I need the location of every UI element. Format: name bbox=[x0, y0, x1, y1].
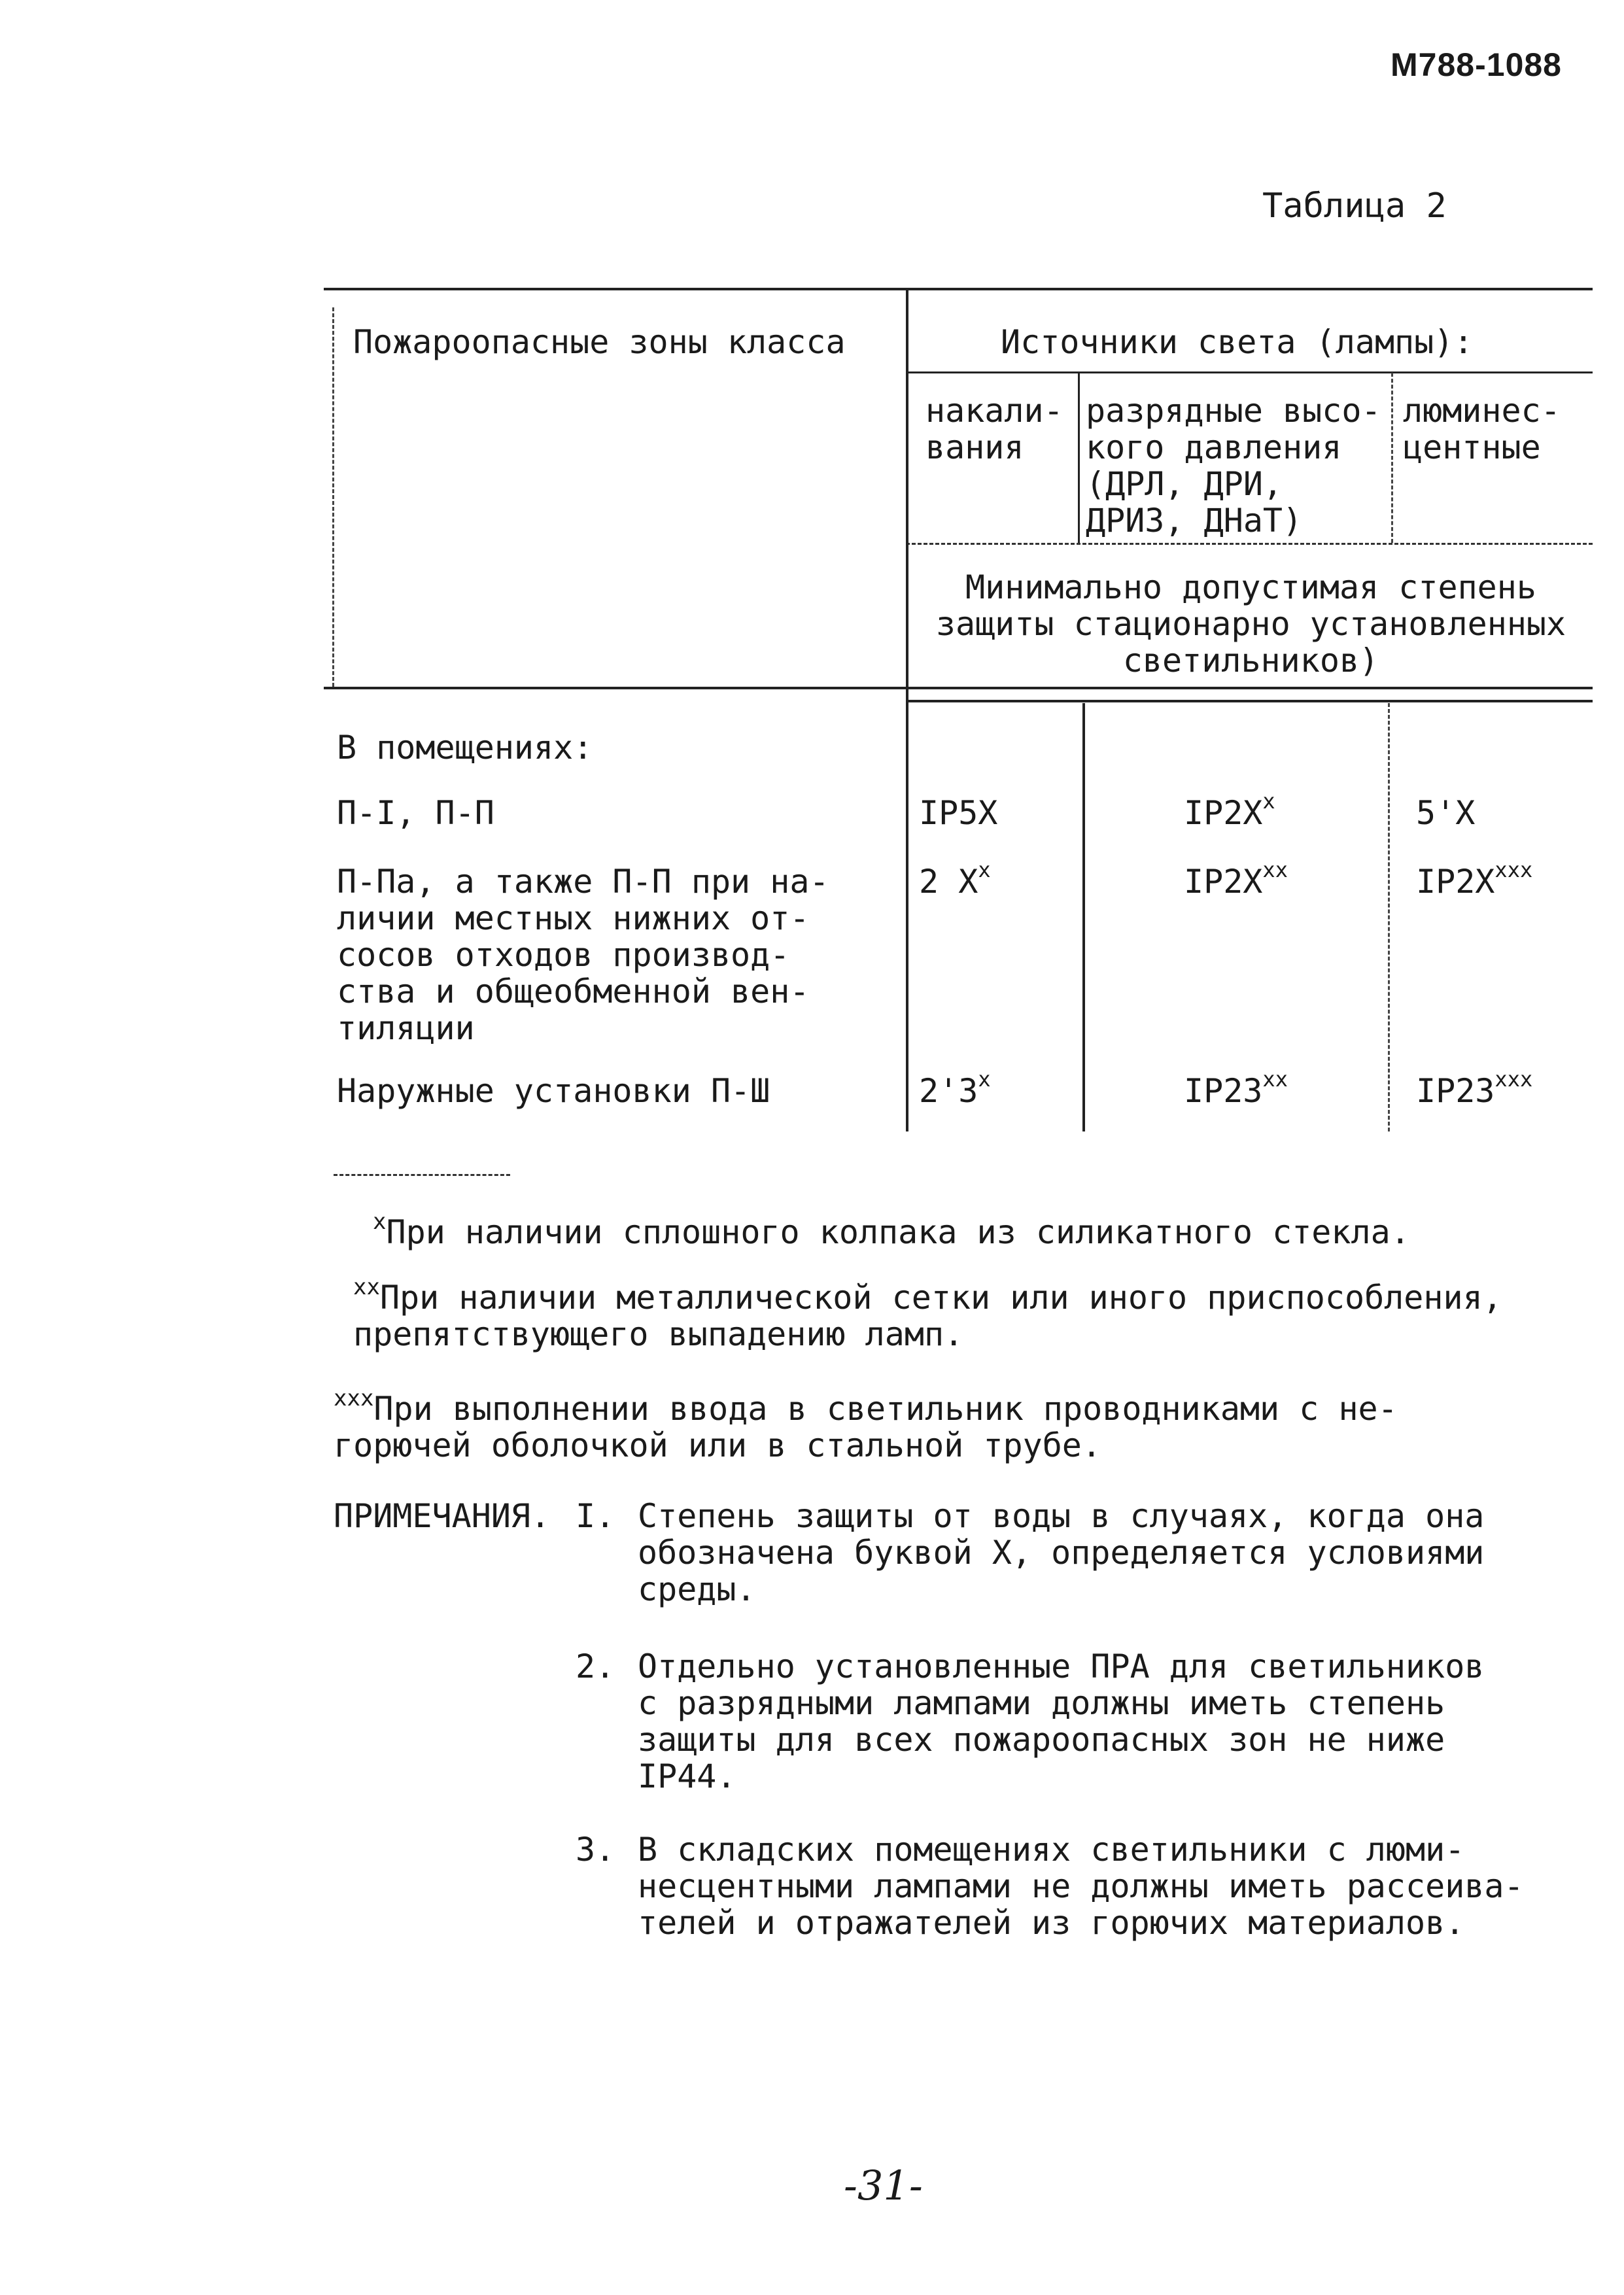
note-text: Отдельно установленные ПРА для светильников с разрядными лампами должны иметь степень защиты для всех пожароопасных зон не ниже IP44. bbox=[638, 1648, 1485, 1795]
row-incandescent-value: 2 $X^x$ bbox=[919, 857, 991, 901]
discharge-body-divider bbox=[1388, 703, 1390, 1131]
incandescent-body-divider bbox=[1082, 703, 1085, 1131]
zone-column-divider bbox=[906, 288, 908, 1131]
row-fluorescent-value: 5'X bbox=[1416, 794, 1476, 832]
note-number: I. bbox=[576, 1497, 615, 1535]
discharge-header: разрядные высо- кого давления (ДРЛ, ДРИ, ДРИЗ, ДНаТ) bbox=[1086, 392, 1381, 540]
notes-label: ПРИМЕЧАНИЯ. bbox=[334, 1497, 551, 1535]
sources-subheader-rule bbox=[906, 371, 1593, 373]
discharge-column-divider bbox=[1391, 373, 1393, 543]
note-number: 3. bbox=[576, 1831, 615, 1869]
footnote: $^{xxx}$При выполнении ввода в светильник проводниками с не- горючей оболочкой или в стальной трубе. bbox=[334, 1385, 1398, 1464]
header-bottom-rule bbox=[324, 687, 1593, 689]
incandescent-column-divider bbox=[1078, 373, 1080, 543]
footnote: $^x$При наличии сплошного колпака из силикатного стекла. bbox=[373, 1209, 1410, 1251]
row-zone: Наружные установки П-Ш bbox=[337, 1072, 770, 1110]
row-fluorescent-value: IP23$^{xxx}$ bbox=[1416, 1067, 1533, 1110]
document-code: М788-1088 bbox=[1391, 46, 1562, 83]
incandescent-header: накали- вания bbox=[925, 392, 1063, 466]
table-top-rule bbox=[324, 288, 1593, 290]
row-zone: П-I, П-П bbox=[337, 794, 494, 832]
row-zone: П-Па, а также П-П при на- личии местных нижних от- сосов отходов производ- ства и общеобменной вен- тиляции bbox=[337, 863, 829, 1047]
subheader-bottom-rule bbox=[906, 543, 1593, 545]
row-fluorescent-value: $IP2X^{xxx}$ bbox=[1416, 857, 1533, 901]
zone-column-header: Пожароопасные зоны класса bbox=[353, 323, 846, 361]
section-label: В помещениях: bbox=[337, 729, 593, 767]
table-left-edge bbox=[332, 307, 334, 687]
footnote: $^{xx}$При наличии металлической сетки или иного приспособления, препятствующего выпадению ламп. bbox=[353, 1274, 1502, 1353]
row-discharge-value: $IP2X^x$ bbox=[1184, 789, 1275, 832]
light-sources-header: Источники света (лампы): bbox=[1001, 323, 1474, 361]
footnote-separator bbox=[334, 1174, 510, 1176]
row-incandescent-value: 2'3$^x$ bbox=[919, 1067, 991, 1110]
row-discharge-value: $IP2X^{xx}$ bbox=[1184, 857, 1288, 901]
note-text: Степень защиты от воды в случаях, когда она обозначена буквой X, определяется условиями среды. bbox=[638, 1497, 1485, 1608]
page-number: -31- bbox=[844, 2162, 923, 2209]
protection-degree-header: Минимально допустимая степень защиты стационарно установленных светильников) bbox=[935, 568, 1566, 680]
row-incandescent-value: IP5X bbox=[919, 794, 998, 832]
row-discharge-value: IP23$^{xx}$ bbox=[1184, 1067, 1288, 1110]
note-number: 2. bbox=[576, 1648, 615, 1685]
table-title: Таблица 2 bbox=[1262, 186, 1447, 226]
fluorescent-header: люминес- центные bbox=[1403, 392, 1561, 466]
header-bottom-rule-right bbox=[906, 700, 1593, 702]
note-text: В складских помещениях светильники с люми- несцентными лампами не должны иметь рассеива- телей и отражателей из горючих материалов. bbox=[638, 1831, 1524, 1942]
